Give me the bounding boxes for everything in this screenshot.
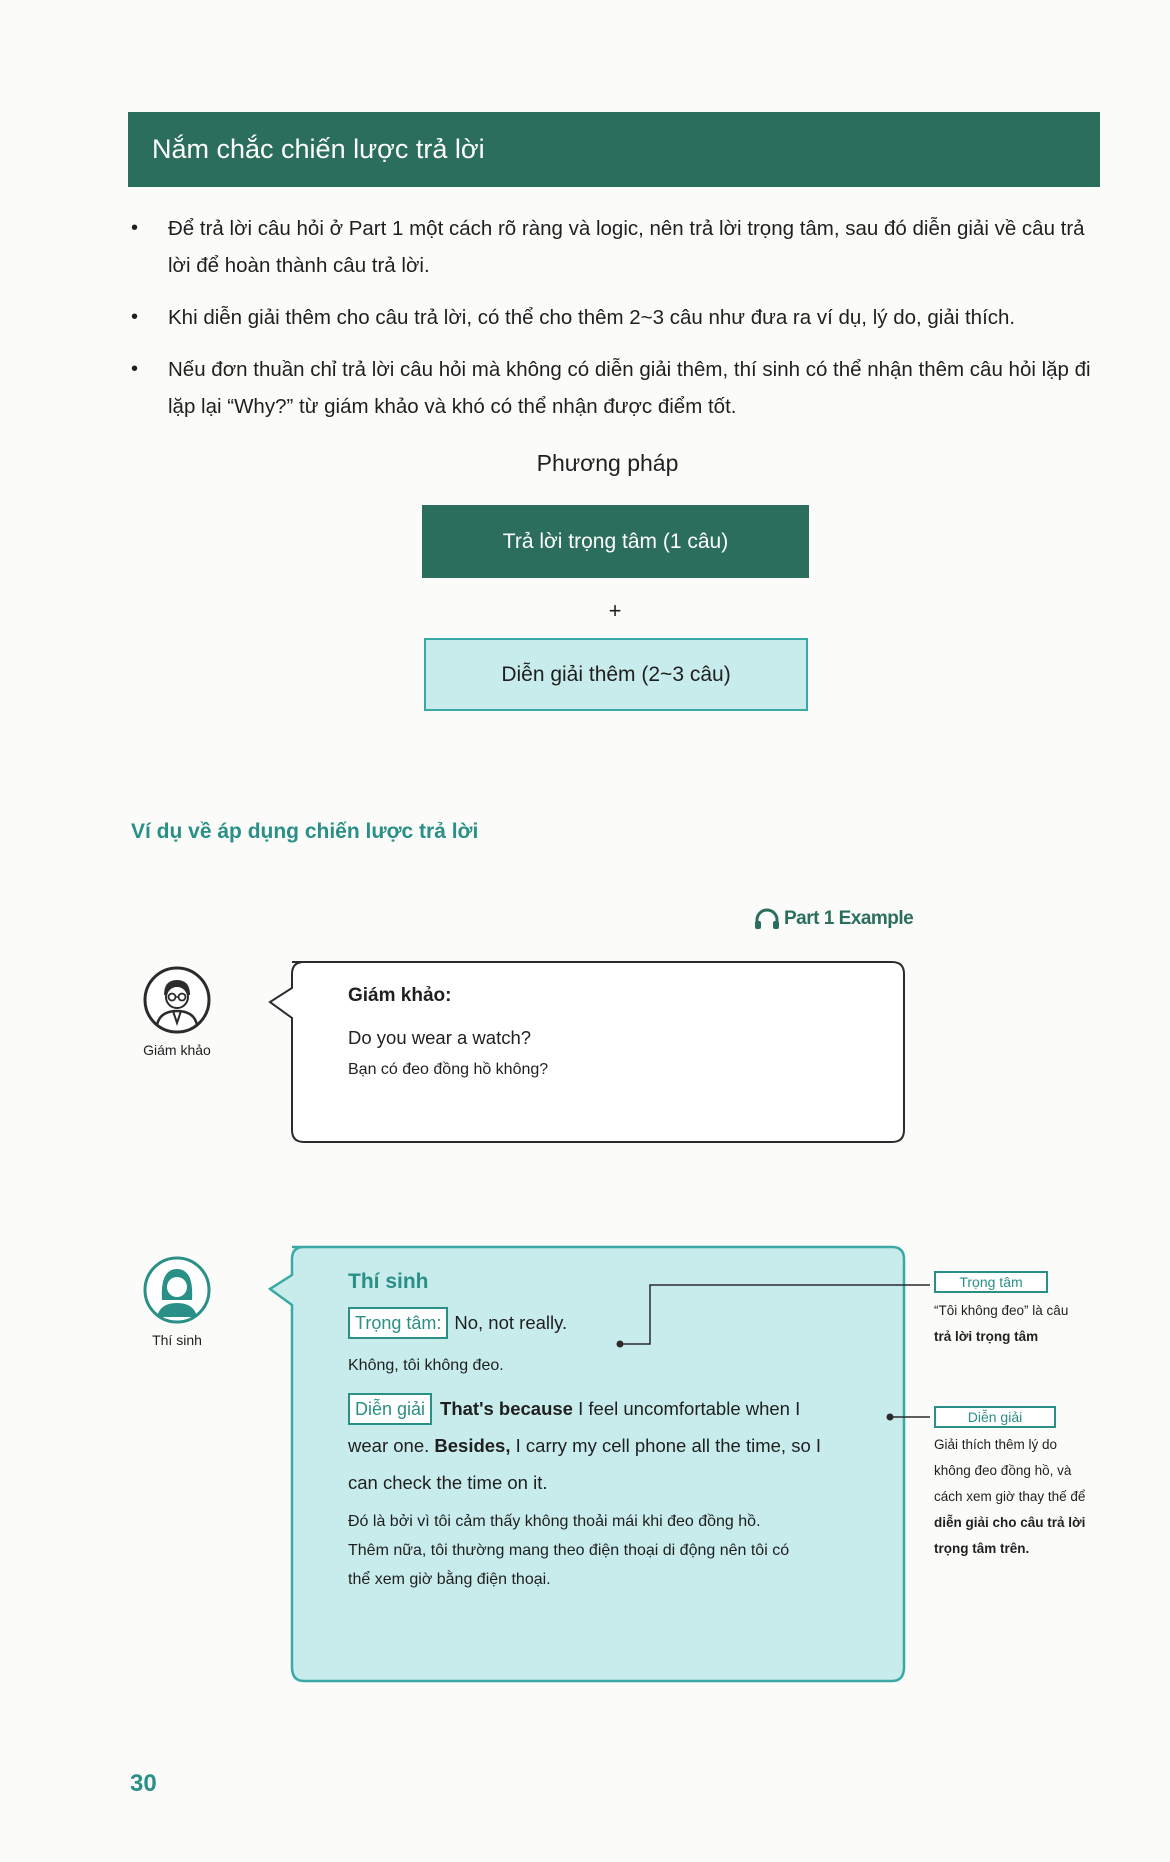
annotation-connectors	[600, 1265, 940, 1425]
core-answer-vi: Không, tôi không đeo.	[348, 1357, 504, 1374]
plus-sign: +	[608, 598, 622, 623]
method-label: Phương pháp	[536, 450, 679, 476]
examiner-question-vi: Bạn có đeo đồng hồ không?	[348, 1061, 549, 1078]
audio-track-label[interactable]	[754, 908, 913, 930]
candidate-icon	[142, 1255, 212, 1325]
examiner-bubble-content	[348, 985, 888, 1079]
extra-answer-line-3: can check the time on it.	[348, 1472, 548, 1493]
side-extra-tag: Diễn giải	[934, 1406, 1056, 1428]
example-heading: Ví dụ về áp dụng chiến lược trả lời	[131, 820, 479, 843]
page-number: 30	[130, 1770, 157, 1797]
examiner-title: Giám khảo:	[348, 985, 452, 1006]
examiner-avatar	[122, 965, 232, 1058]
bullet-dot-icon: •	[131, 217, 139, 239]
examiner-label: Giám khảo	[143, 1042, 211, 1058]
headphones-icon	[754, 908, 780, 930]
section-banner	[128, 112, 1100, 187]
strategy-bullet-list	[128, 210, 1103, 440]
bullet-item: • Để trả lời câu hỏi ở Part 1 một cách rõ ràng và logic, nên trả lời trọng tâm, sau đó diễn giải về câu trả lời để hoàn thành câu trả lời.	[128, 210, 1103, 284]
extra-answer-vi: Đó là bởi vì tôi cảm thấy không thoải mái khi đeo đồng hồ. Thêm nữa, tôi thường mang theo điện thoại di động nên tôi có thể xem giờ bằng điện thoại.	[348, 1513, 790, 1588]
audio-track-title: Part 1 Example	[784, 908, 914, 929]
extra-answer-line-2: wear one. Besides, I carry my cell phone all the time, so I	[348, 1435, 822, 1456]
bullet-item: • Nếu đơn thuần chỉ trả lời câu hỏi mà không có diễn giải thêm, thí sinh có thể nhận thêm câu hỏi lặp đi lặp lại “Why?” từ giám khảo và khó có thể nhận được điểm tốt.	[128, 351, 1103, 425]
candidate-avatar	[122, 1255, 232, 1348]
side-core-note: “Tôi không đeo” là câu trả lời trọng tâm	[934, 1303, 1069, 1344]
examiner-icon	[142, 965, 212, 1035]
extra-explanation-box: Diễn giải thêm (2~3 câu)	[424, 638, 808, 711]
candidate-title: Thí sinh	[348, 1270, 429, 1293]
examiner-question-en: Do you wear a watch?	[348, 1027, 532, 1048]
bullet-item: • Khi diễn giải thêm cho câu trả lời, có thể cho thêm 2~3 câu như đưa ra ví dụ, lý do, giải thích.	[128, 299, 1103, 336]
side-core-tag: Trọng tâm	[934, 1271, 1048, 1293]
bullet-dot-icon: •	[131, 358, 139, 380]
side-extra-note: Giải thích thêm lý do không đeo đồng hồ, và cách xem giờ thay thế để diễn giải cho câu trả lời trọng tâm trên.	[934, 1437, 1086, 1556]
core-answer-en: No, not really.	[454, 1312, 568, 1333]
core-answer-box: Trả lời trọng tâm (1 câu)	[422, 505, 809, 578]
candidate-label: Thí sinh	[152, 1332, 202, 1348]
section-title: Nắm chắc chiến lược trả lời	[152, 134, 485, 164]
bullet-dot-icon: •	[131, 306, 139, 328]
extra-answer-line-1: Diễn giải That's because I feel uncomfortable when I	[348, 1390, 888, 1427]
core-tag: Trọng tâm:	[348, 1307, 448, 1339]
extra-tag: Diễn giải	[348, 1393, 432, 1425]
